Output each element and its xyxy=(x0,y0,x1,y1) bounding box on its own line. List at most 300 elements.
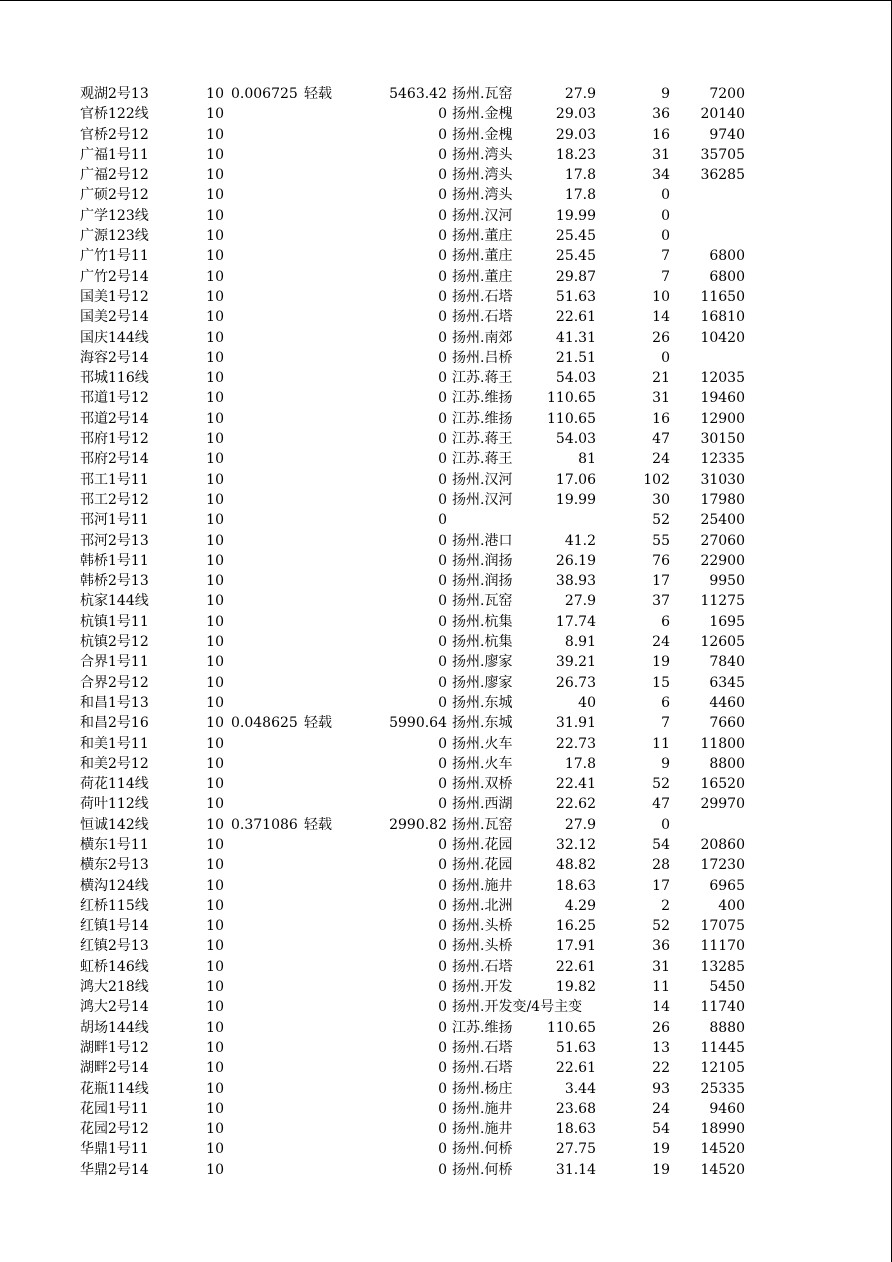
cell-voltage: 10 xyxy=(206,1121,224,1138)
cell-voltage: 10 xyxy=(206,877,224,894)
cell-line-name: 鸿大218线 xyxy=(80,979,149,996)
table-row xyxy=(0,429,892,449)
cell-voltage: 10 xyxy=(206,431,224,448)
cell-substation: 江苏.蒋王 xyxy=(452,431,513,448)
cell-voltage: 10 xyxy=(206,593,224,610)
cell-count: 6 xyxy=(661,613,670,630)
cell-length: 22.41 xyxy=(555,776,596,793)
cell-length: 23.68 xyxy=(555,1100,596,1117)
table-row xyxy=(0,591,892,611)
cell-count: 28 xyxy=(652,857,670,874)
cell-capacity: 12335 xyxy=(700,451,745,468)
cell-line-name: 恒诚142线 xyxy=(80,816,149,833)
cell-length: 17.8 xyxy=(564,187,596,204)
cell-substation: 江苏.维扬 xyxy=(452,1019,513,1036)
cell-line-name: 湖畔2号14 xyxy=(80,1060,149,1077)
cell-length: 19.99 xyxy=(555,207,596,224)
cell-length: 41.31 xyxy=(555,329,596,346)
cell-line-name: 邗工2号12 xyxy=(80,491,149,508)
cell-voltage: 10 xyxy=(206,390,224,407)
table-row xyxy=(0,632,892,652)
table-row xyxy=(0,713,892,733)
cell-length: 41.2 xyxy=(564,532,596,549)
cell-voltage: 10 xyxy=(206,512,224,529)
cell-voltage: 10 xyxy=(206,1161,224,1178)
cell-capacity: 7200 xyxy=(709,86,745,102)
cell-capacity: 6800 xyxy=(709,248,745,265)
cell-substation: 扬州.何桥 xyxy=(452,1141,513,1158)
cell-substation: 江苏.蒋王 xyxy=(452,451,513,468)
cell-value: 0 xyxy=(438,979,447,996)
cell-length: 32.12 xyxy=(555,836,596,853)
cell-line-name: 广竹2号14 xyxy=(80,268,149,285)
cell-capacity: 6345 xyxy=(709,674,745,691)
cell-length: 110.65 xyxy=(547,410,596,427)
cell-count: 54 xyxy=(652,836,670,853)
cell-substation: 扬州.金槐 xyxy=(452,106,513,123)
cell-voltage: 10 xyxy=(206,958,224,975)
cell-line-name: 观湖2号13 xyxy=(80,86,149,102)
cell-value: 0 xyxy=(438,613,447,630)
cell-capacity: 10420 xyxy=(700,329,745,346)
cell-substation: 扬州.湾头 xyxy=(452,167,513,184)
cell-count: 19 xyxy=(652,1141,670,1158)
cell-substation: 江苏.维扬 xyxy=(452,410,513,427)
cell-voltage: 10 xyxy=(206,816,224,833)
cell-length: 27.9 xyxy=(564,86,596,102)
cell-line-name: 官桥122线 xyxy=(80,106,149,123)
cell-substation: 扬州.施井 xyxy=(452,877,513,894)
cell-line-name: 虹桥146线 xyxy=(80,958,149,975)
cell-line-name: 邗道1号12 xyxy=(80,390,149,407)
cell-count: 14 xyxy=(652,999,670,1016)
table-row xyxy=(0,754,892,774)
cell-substation: 扬州.开发 xyxy=(452,979,513,996)
table-row xyxy=(0,185,892,205)
cell-value: 0 xyxy=(438,938,447,955)
table-row xyxy=(0,1160,892,1180)
cell-voltage: 10 xyxy=(206,532,224,549)
cell-value: 0 xyxy=(438,674,447,691)
cell-capacity: 12900 xyxy=(700,410,745,427)
cell-length: 17.8 xyxy=(564,167,596,184)
cell-substation: 扬州.杭集 xyxy=(452,613,513,630)
cell-voltage: 10 xyxy=(206,370,224,387)
cell-line-name: 鸿大2号14 xyxy=(80,999,149,1016)
cell-capacity: 11800 xyxy=(700,735,745,752)
cell-value: 0 xyxy=(438,471,447,488)
cell-length: 18.23 xyxy=(555,146,596,163)
cell-length: 17.74 xyxy=(555,613,596,630)
cell-substation: 扬州.头桥 xyxy=(452,938,513,955)
cell-capacity: 11170 xyxy=(700,938,745,955)
cell-voltage: 10 xyxy=(206,1039,224,1056)
cell-load-rate: 0.006725 xyxy=(231,86,298,102)
cell-count: 16 xyxy=(652,410,670,427)
cell-line-name: 杭镇2号12 xyxy=(80,634,149,651)
cell-line-name: 广源123线 xyxy=(80,228,149,245)
cell-capacity: 36285 xyxy=(700,167,745,184)
cell-capacity: 27060 xyxy=(700,532,745,549)
cell-count: 17 xyxy=(652,877,670,894)
cell-voltage: 10 xyxy=(206,146,224,163)
cell-line-name: 和昌2号16 xyxy=(80,715,149,732)
cell-voltage: 10 xyxy=(206,491,224,508)
cell-voltage: 10 xyxy=(206,187,224,204)
cell-length: 54.03 xyxy=(555,370,596,387)
cell-substation: 扬州.南郊 xyxy=(452,329,513,346)
cell-capacity: 31030 xyxy=(700,471,745,488)
table-row xyxy=(0,835,892,855)
cell-length: 29.87 xyxy=(555,268,596,285)
table-row xyxy=(0,693,892,713)
cell-substation: 扬州.施井 xyxy=(452,1121,513,1138)
cell-capacity: 35705 xyxy=(700,146,745,163)
cell-voltage: 10 xyxy=(206,106,224,123)
cell-line-name: 胡场144线 xyxy=(80,1019,149,1036)
cell-value: 0 xyxy=(438,857,447,874)
table-row xyxy=(0,145,892,165)
cell-line-name: 和美2号12 xyxy=(80,755,149,772)
cell-length: 25.45 xyxy=(555,228,596,245)
cell-length: 31.91 xyxy=(555,715,596,732)
cell-length: 27.75 xyxy=(555,1141,596,1158)
cell-line-name: 荷花114线 xyxy=(80,776,149,793)
table-row xyxy=(0,612,892,632)
cell-voltage: 10 xyxy=(206,694,224,711)
cell-substation: 扬州.廖家 xyxy=(452,654,513,671)
cell-length: 29.03 xyxy=(555,126,596,143)
cell-count: 76 xyxy=(652,552,670,569)
cell-length: 31.14 xyxy=(555,1161,596,1178)
cell-count: 26 xyxy=(652,329,670,346)
cell-value: 0 xyxy=(438,897,447,914)
cell-length: 110.65 xyxy=(547,1019,596,1036)
cell-value: 0 xyxy=(438,187,447,204)
cell-capacity: 400 xyxy=(718,897,745,914)
cell-line-name: 红桥115线 xyxy=(80,897,149,914)
cell-load-status: 轻载 xyxy=(304,715,332,732)
cell-capacity: 17230 xyxy=(700,857,745,874)
cell-length: 19.82 xyxy=(555,979,596,996)
cell-load-status: 轻载 xyxy=(304,816,332,833)
cell-voltage: 10 xyxy=(206,268,224,285)
cell-capacity: 22900 xyxy=(700,552,745,569)
cell-substation: 江苏.蒋王 xyxy=(452,370,513,387)
cell-voltage: 10 xyxy=(206,613,224,630)
cell-substation: 扬州.金槐 xyxy=(452,126,513,143)
cell-capacity: 7840 xyxy=(709,654,745,671)
cell-length: 29.03 xyxy=(555,106,596,123)
cell-value: 0 xyxy=(438,248,447,265)
cell-capacity: 9740 xyxy=(709,126,745,143)
cell-voltage: 10 xyxy=(206,1080,224,1097)
table-row xyxy=(0,368,892,388)
cell-capacity: 11275 xyxy=(700,593,745,610)
table-row xyxy=(0,896,892,916)
cell-voltage: 10 xyxy=(206,471,224,488)
cell-line-name: 红镇1号14 xyxy=(80,918,149,935)
cell-length: 81 xyxy=(578,451,596,468)
cell-value: 0 xyxy=(438,1100,447,1117)
cell-value: 0 xyxy=(438,288,447,305)
cell-line-name: 邗工1号11 xyxy=(80,471,149,488)
table-row xyxy=(0,104,892,124)
table-row xyxy=(0,531,892,551)
cell-capacity: 6965 xyxy=(709,877,745,894)
cell-count: 6 xyxy=(661,694,670,711)
table-row xyxy=(0,409,892,429)
cell-count: 36 xyxy=(652,938,670,955)
cell-voltage: 10 xyxy=(206,167,224,184)
cell-voltage: 10 xyxy=(206,228,224,245)
cell-count: 9 xyxy=(661,86,670,102)
cell-voltage: 10 xyxy=(206,248,224,265)
cell-capacity: 12105 xyxy=(700,1060,745,1077)
cell-count: 37 xyxy=(652,593,670,610)
cell-count: 0 xyxy=(661,207,670,224)
cell-value: 0 xyxy=(438,410,447,427)
cell-value: 0 xyxy=(438,796,447,813)
cell-substation: 扬州.湾头 xyxy=(452,187,513,204)
cell-length: 54.03 xyxy=(555,431,596,448)
cell-substation: 扬州.火车 xyxy=(452,755,513,772)
table-row xyxy=(0,1119,892,1139)
cell-voltage: 10 xyxy=(206,634,224,651)
cell-capacity: 20860 xyxy=(700,836,745,853)
cell-capacity: 25400 xyxy=(700,512,745,529)
cell-line-name: 邗河1号11 xyxy=(80,512,149,529)
cell-count: 19 xyxy=(652,1161,670,1178)
cell-capacity: 11740 xyxy=(700,999,745,1016)
cell-length: 51.63 xyxy=(555,1039,596,1056)
cell-value: 0 xyxy=(438,1060,447,1077)
table-row xyxy=(0,571,892,591)
table-row xyxy=(0,1018,892,1038)
table-row xyxy=(0,673,892,693)
cell-capacity: 7660 xyxy=(709,715,745,732)
cell-capacity: 9950 xyxy=(709,573,745,590)
table-row xyxy=(0,652,892,672)
table-row xyxy=(0,470,892,490)
cell-line-name: 杭家144线 xyxy=(80,593,149,610)
cell-count: 36 xyxy=(652,106,670,123)
cell-count: 24 xyxy=(652,634,670,651)
cell-count: 52 xyxy=(652,512,670,529)
cell-count: 31 xyxy=(652,390,670,407)
cell-substation: 扬州.杨庄 xyxy=(452,1080,513,1097)
cell-length: 17.8 xyxy=(564,755,596,772)
cell-line-name: 横东2号13 xyxy=(80,857,149,874)
cell-substation: 扬州.廖家 xyxy=(452,674,513,691)
cell-substation: 扬州.杭集 xyxy=(452,634,513,651)
cell-capacity: 8880 xyxy=(709,1019,745,1036)
cell-length: 38.93 xyxy=(555,573,596,590)
table-row xyxy=(0,774,892,794)
cell-count: 31 xyxy=(652,958,670,975)
cell-length: 27.9 xyxy=(564,816,596,833)
cell-count: 26 xyxy=(652,1019,670,1036)
cell-voltage: 10 xyxy=(206,410,224,427)
cell-substation: 扬州.东城 xyxy=(452,694,513,711)
cell-value: 0 xyxy=(438,207,447,224)
cell-value: 0 xyxy=(438,167,447,184)
cell-length: 110.65 xyxy=(547,390,596,407)
cell-line-name: 湖畔1号12 xyxy=(80,1039,149,1056)
cell-line-name: 和美1号11 xyxy=(80,735,149,752)
table-row xyxy=(0,510,892,530)
cell-capacity: 16810 xyxy=(700,309,745,326)
cell-count: 55 xyxy=(652,532,670,549)
cell-load-status: 轻载 xyxy=(304,86,332,102)
cell-line-name: 华鼎1号11 xyxy=(80,1141,149,1158)
cell-length: 26.19 xyxy=(555,552,596,569)
cell-capacity: 13285 xyxy=(700,958,745,975)
cell-value: 0 xyxy=(438,390,447,407)
cell-substation: 扬州.双桥 xyxy=(452,776,513,793)
cell-capacity: 17075 xyxy=(700,918,745,935)
cell-voltage: 10 xyxy=(206,451,224,468)
table-row xyxy=(0,226,892,246)
cell-substation: 扬州.东城 xyxy=(452,715,513,732)
cell-line-name: 华鼎2号14 xyxy=(80,1161,149,1178)
cell-value: 0 xyxy=(438,1039,447,1056)
cell-line-name: 官桥2号12 xyxy=(80,126,149,143)
cell-length: 18.63 xyxy=(555,877,596,894)
cell-line-name: 广竹1号11 xyxy=(80,248,149,265)
cell-substation: 扬州.瓦窑 xyxy=(452,593,513,610)
cell-value: 0 xyxy=(438,126,447,143)
table-row xyxy=(0,348,892,368)
cell-substation: 扬州.开发变/4号主变 xyxy=(452,999,583,1016)
cell-count: 2 xyxy=(661,897,670,914)
table-row xyxy=(0,165,892,185)
cell-voltage: 10 xyxy=(206,1060,224,1077)
cell-line-name: 邗府1号12 xyxy=(80,431,149,448)
cell-value: 0 xyxy=(438,1161,447,1178)
table-row xyxy=(0,794,892,814)
table-row xyxy=(0,734,892,754)
cell-capacity: 16520 xyxy=(700,776,745,793)
cell-substation: 扬州.汉河 xyxy=(452,207,513,224)
cell-value: 0 xyxy=(438,958,447,975)
cell-value: 0 xyxy=(438,431,447,448)
table-row xyxy=(0,551,892,571)
cell-substation: 扬州.石塔 xyxy=(452,309,513,326)
cell-substation: 扬州.瓦窑 xyxy=(452,816,513,833)
table-row xyxy=(0,957,892,977)
cell-length: 17.06 xyxy=(555,471,596,488)
cell-substation: 扬州.汉河 xyxy=(452,491,513,508)
cell-capacity: 25335 xyxy=(700,1080,745,1097)
cell-length: 21.51 xyxy=(555,349,596,366)
cell-line-name: 国美1号12 xyxy=(80,288,149,305)
cell-voltage: 10 xyxy=(206,857,224,874)
cell-line-name: 韩桥1号11 xyxy=(80,552,149,569)
cell-line-name: 广学123线 xyxy=(80,207,149,224)
cell-capacity: 17980 xyxy=(700,491,745,508)
cell-value: 0 xyxy=(438,877,447,894)
cell-voltage: 10 xyxy=(206,715,224,732)
cell-voltage: 10 xyxy=(206,674,224,691)
table-row xyxy=(0,1058,892,1078)
table-row xyxy=(0,1079,892,1099)
table-row xyxy=(0,267,892,287)
cell-capacity: 4460 xyxy=(709,694,745,711)
cell-capacity: 11445 xyxy=(700,1039,745,1056)
table-row xyxy=(0,916,892,936)
cell-line-name: 广硕2号12 xyxy=(80,187,149,204)
cell-count: 9 xyxy=(661,755,670,772)
cell-value: 0 xyxy=(438,1080,447,1097)
cell-substation: 扬州.港口 xyxy=(452,532,513,549)
data-table xyxy=(0,84,892,1180)
table-row xyxy=(0,855,892,875)
cell-length: 8.91 xyxy=(564,634,596,651)
cell-value: 0 xyxy=(438,654,447,671)
cell-line-name: 广福1号11 xyxy=(80,146,149,163)
cell-line-name: 邗城116线 xyxy=(80,370,149,387)
cell-capacity: 8800 xyxy=(709,755,745,772)
cell-value: 0 xyxy=(438,1141,447,1158)
cell-length: 39.21 xyxy=(555,654,596,671)
table-row xyxy=(0,1099,892,1119)
cell-line-name: 邗府2号14 xyxy=(80,451,149,468)
cell-substation: 扬州.头桥 xyxy=(452,918,513,935)
cell-length: 40 xyxy=(578,694,596,711)
cell-length: 48.82 xyxy=(555,857,596,874)
cell-line-name: 花瓶114线 xyxy=(80,1080,149,1097)
cell-count: 7 xyxy=(661,715,670,732)
cell-line-name: 合界2号12 xyxy=(80,674,149,691)
cell-count: 54 xyxy=(652,1121,670,1138)
table-row xyxy=(0,490,892,510)
cell-value: 0 xyxy=(438,755,447,772)
cell-count: 52 xyxy=(652,918,670,935)
cell-substation: 扬州.花园 xyxy=(452,857,513,874)
cell-line-name: 花园2号12 xyxy=(80,1121,149,1138)
cell-value: 0 xyxy=(438,999,447,1016)
cell-length: 22.62 xyxy=(555,796,596,813)
cell-value: 5990.64 xyxy=(389,715,447,732)
table-row xyxy=(0,246,892,266)
cell-count: 52 xyxy=(652,776,670,793)
cell-substation: 扬州.何桥 xyxy=(452,1161,513,1178)
cell-capacity: 19460 xyxy=(700,390,745,407)
cell-capacity: 1695 xyxy=(709,613,745,630)
cell-length: 25.45 xyxy=(555,248,596,265)
cell-capacity: 6800 xyxy=(709,268,745,285)
cell-voltage: 10 xyxy=(206,897,224,914)
cell-voltage: 10 xyxy=(206,938,224,955)
cell-substation: 扬州.汉河 xyxy=(452,471,513,488)
table-row xyxy=(0,815,892,835)
cell-voltage: 10 xyxy=(206,207,224,224)
cell-substation: 扬州.润扬 xyxy=(452,552,513,569)
cell-value: 0 xyxy=(438,228,447,245)
cell-voltage: 10 xyxy=(206,1100,224,1117)
cell-line-name: 红镇2号13 xyxy=(80,938,149,955)
table-row xyxy=(0,206,892,226)
cell-length: 22.73 xyxy=(555,735,596,752)
cell-voltage: 10 xyxy=(206,126,224,143)
cell-capacity: 30150 xyxy=(700,431,745,448)
cell-value: 0 xyxy=(438,491,447,508)
cell-voltage: 10 xyxy=(206,654,224,671)
cell-count: 16 xyxy=(652,126,670,143)
cell-length: 3.44 xyxy=(564,1080,596,1097)
cell-value: 0 xyxy=(438,512,447,529)
